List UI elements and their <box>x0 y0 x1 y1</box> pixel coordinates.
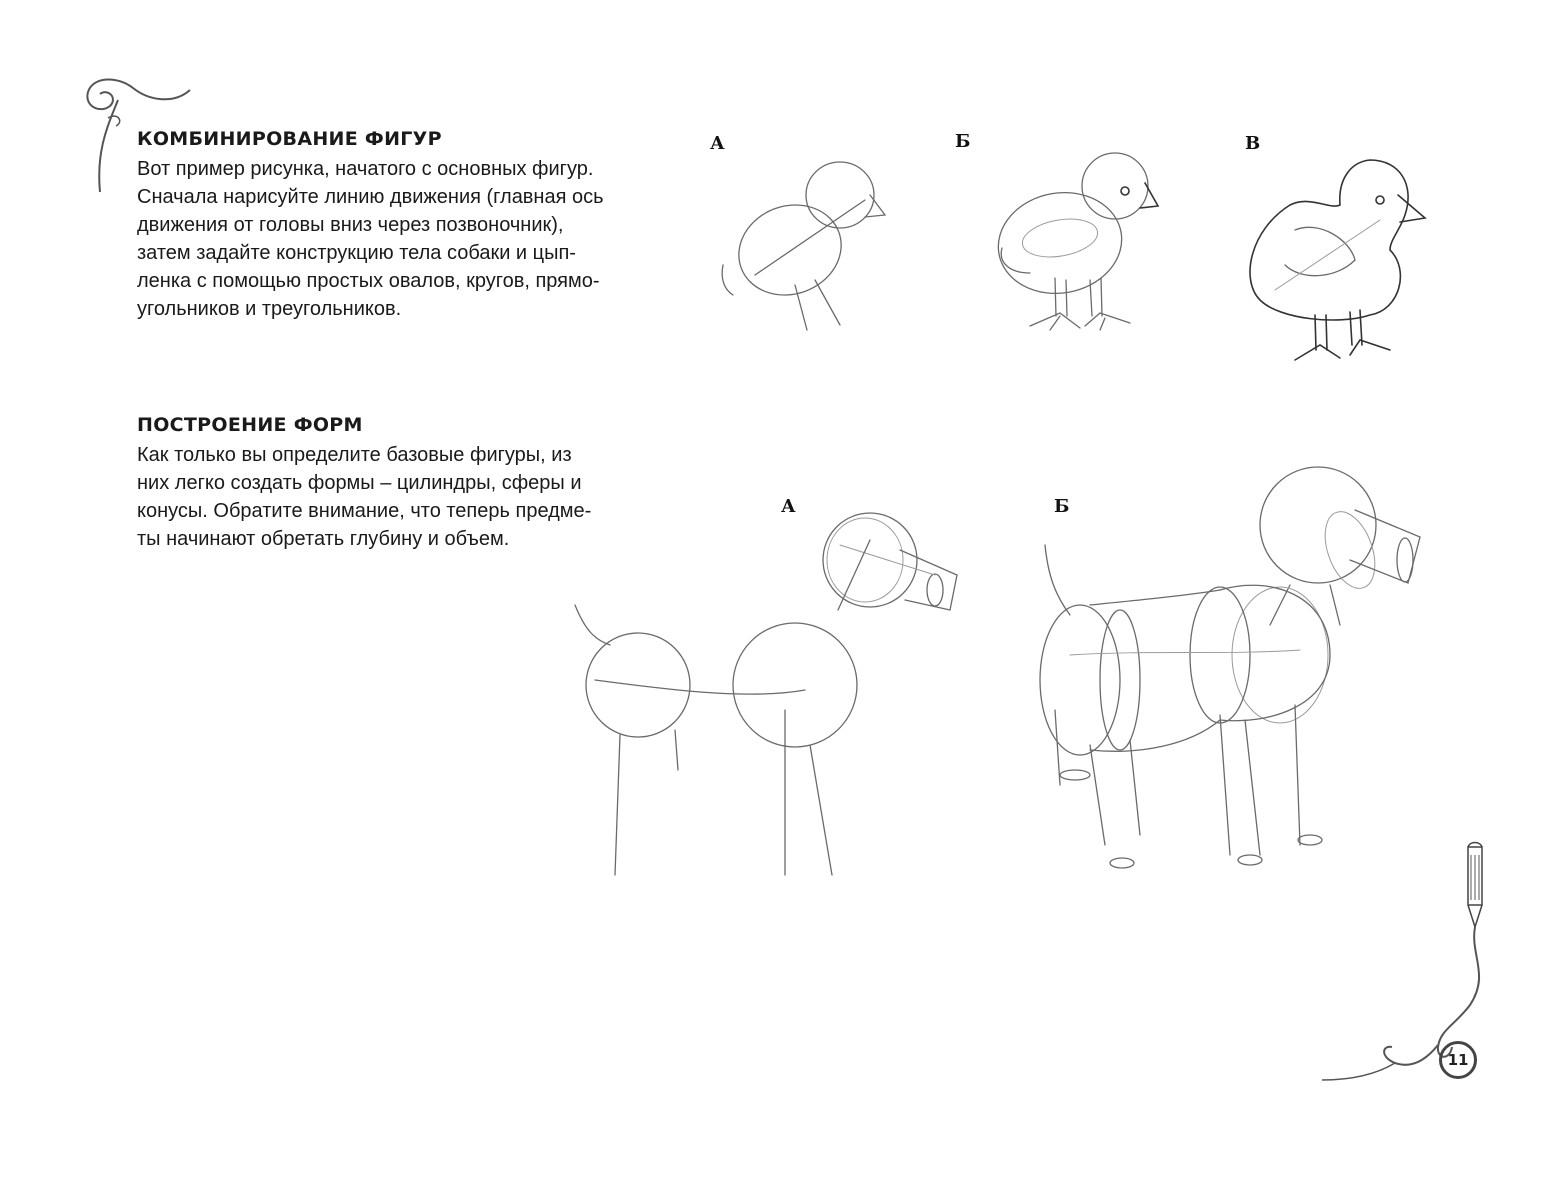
dog-sketch-a <box>570 505 980 885</box>
text-line: Вот пример рисунка, начатого с основных фигур. <box>137 158 594 180</box>
text-line: конусы. Обратите внимание, что теперь предме- <box>137 500 592 522</box>
section-combining-shapes <box>137 127 661 323</box>
page-number: 11 <box>1439 1041 1477 1079</box>
text-line: Сначала нарисуйте линию движения (главная ось <box>137 186 604 208</box>
text-line: Как только вы определите базовые фигуры, из <box>137 444 572 466</box>
section-heading: ПОСТРОЕНИЕ ФОРМ <box>137 414 363 436</box>
text-line: угольников и треугольников. <box>137 298 402 320</box>
text-line: движения от головы вниз через позвоночник), <box>137 214 564 236</box>
text-line: затем задайте конструкцию тела собаки и цып- <box>137 242 576 264</box>
text-line: ленка с помощью простых овалов, кругов, прямо- <box>137 270 600 292</box>
dog-sketch-b <box>1030 455 1430 895</box>
chick-sketch-b <box>990 148 1180 358</box>
section-paragraph <box>137 155 661 323</box>
figure-label-chick-a: А <box>710 133 725 154</box>
figure-label-chick-c: В <box>1245 133 1261 154</box>
text-line: ты начинают обретать глубину и объем. <box>137 528 510 550</box>
text-line: них легко создать формы – цилиндры, сферы и <box>137 472 582 494</box>
figure-label-dog-a: А <box>781 496 796 517</box>
section-heading: КОМБИНИРОВАНИЕ ФИГУР <box>137 128 442 150</box>
figure-label-chick-b: Б <box>955 131 971 152</box>
chick-sketch-a <box>715 155 895 345</box>
chick-sketch-c <box>1240 150 1430 370</box>
figure-label-dog-b: Б <box>1054 496 1070 517</box>
